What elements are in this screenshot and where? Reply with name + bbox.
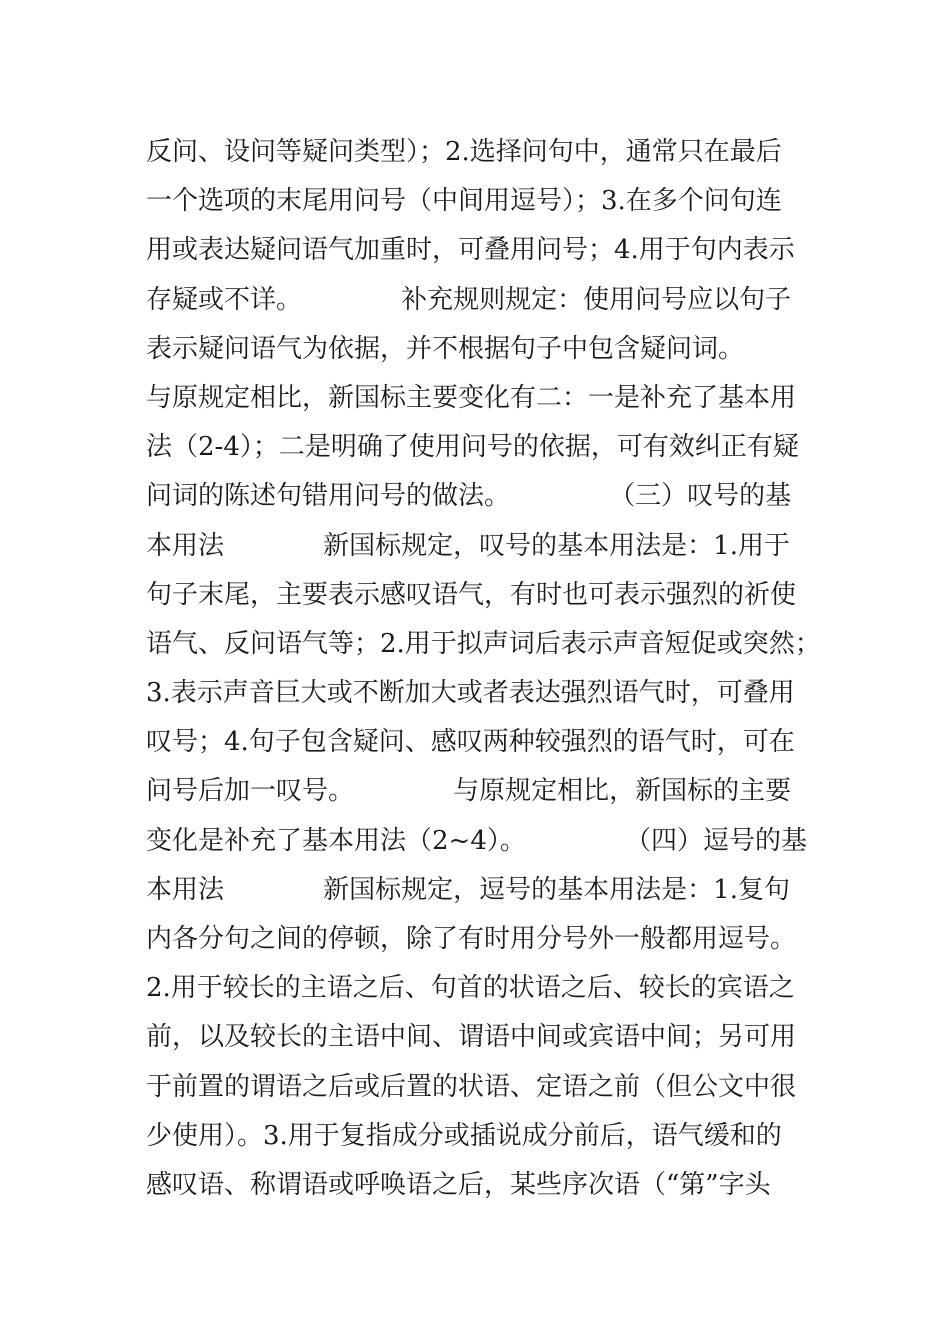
- text-line: 前，以及较长的主语中间、谓语中间或宾语中间；另可用: [146, 1022, 797, 1053]
- text-line: 问号后加一叹号。 与原规定相比，新国标的主要: [146, 776, 792, 807]
- text-line: 与原规定相比，新国标主要变化有二：一是补充了基本用: [146, 382, 797, 413]
- text-line: 少使用）。3.用于复指成分或插说成分前后，语气缓和的: [146, 1120, 782, 1151]
- text-line: 变化是补充了基本用法（2~4）。 （四）逗号的基: [146, 825, 808, 856]
- text-line: 内各分句之间的停顿，除了有时用分号外一般都用逗号。: [146, 924, 797, 954]
- text-line: 问词的陈述句错用问号的做法。 （三）叹号的基: [146, 481, 792, 512]
- text-line: 叹号；4.句子包含疑问、感叹两种较强烈的语气时，可在: [146, 727, 795, 758]
- text-line: 用或表达疑问语气加重时，可叠用问号；4.用于句内表示: [146, 235, 795, 266]
- text-line: 本用法 新国标规定，逗号的基本用法是：1.复句: [146, 874, 790, 905]
- text-line: 反问、设问等疑问类型）；2.选择问句中，通常只在最后: [146, 137, 782, 167]
- body-text: [146, 128, 846, 1210]
- text-line: 一个选项的末尾用问号（中间用逗号）；3.在多个问句连: [146, 186, 782, 217]
- text-line: 于前置的谓语之后或后置的状语、定语之前（但公文中很: [146, 1071, 797, 1102]
- text-line: 2.用于较长的主语之后、句首的状语之后、较长的宾语之: [146, 973, 795, 1004]
- text-line: 感叹语、称谓语或呼唤语之后，某些序次语（“第”字头: [146, 1169, 771, 1200]
- text-line: 法（2-4）；二是明确了使用问号的依据，可有效纠正有疑: [146, 432, 799, 463]
- text-line: 本用法 新国标规定，叹号的基本用法是：1.用于: [146, 530, 790, 561]
- text-line: 句子末尾，主要表示感叹语气，有时也可表示强烈的祈使: [146, 579, 797, 610]
- text-line: 表示疑问语气为依据，并不根据句子中包含疑问词。: [146, 333, 745, 364]
- text-line: 3.表示声音巨大或不断加大或者表达强烈语气时，可叠用: [146, 678, 795, 709]
- text-line: 存疑或不详。 补充规则规定：使用问号应以句子: [146, 284, 792, 315]
- text-line: 语气、反问语气等；2.用于拟声词后表示声音短促或突然；: [146, 628, 821, 659]
